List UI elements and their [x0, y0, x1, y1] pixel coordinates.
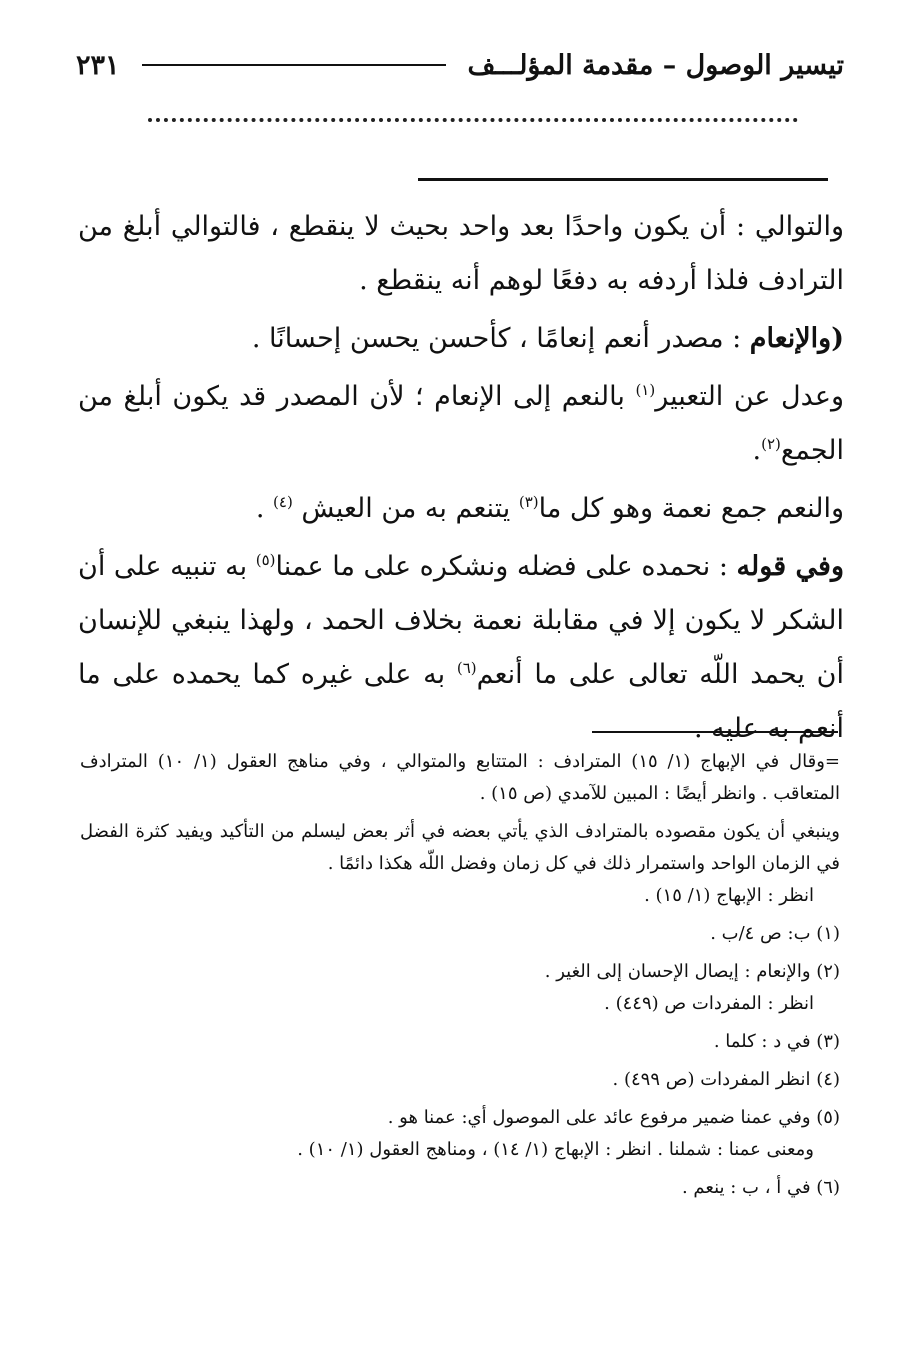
footnote-5-reference: ومعنى عمنا : شملنا . انظر : الإبهاج (١/ ١٤) ، ومناهج العقول (١/ ١٠) . [297, 1139, 814, 1160]
footnote-ref-5[interactable]: (٥) [255, 551, 276, 569]
footnote-2-reference: انظر : المفردات ص (٤٤٩) . [604, 993, 814, 1014]
footnote-continuation: وينبغي أن يكون مقصوده بالمترادف الذي يأتي بعضه في أثر بعض ليسلم من التأكيد ويفيد كثرة الفضل في الزمان الواحد واستمرار ذلك في كل زمان وفضل اللّه هكذا دائمًا . [80, 821, 840, 874]
footnote-2: (٢) والإنعام : إيصال الإحسان إلى الغير . [544, 961, 840, 982]
footnote-5: (٥) وفي عمنا ضمير مرفوع عائد على الموصول أي: عمنا هو . [387, 1107, 840, 1128]
paragraph-niam [78, 482, 844, 536]
footnote-ref-2[interactable]: (٢) [761, 435, 781, 453]
paragraph-text: . [255, 493, 274, 524]
running-header [76, 40, 844, 90]
footnote-continuation: انظر : الإبهاج (١/ ١٥) . [644, 885, 814, 906]
footnote-ref-6[interactable]: (٦) [456, 659, 477, 677]
paragraph-text: والنعم جمع نعمة وهو كل ما [538, 493, 844, 524]
section-divider [418, 178, 828, 181]
page-number: ٢٣١ [76, 49, 120, 81]
footnote-ref-3[interactable]: (٣) [518, 493, 539, 511]
header-title: تيسير الوصول – مقدمة المؤلـــف [467, 49, 844, 81]
main-text [78, 200, 844, 756]
footnote-separator [592, 731, 838, 733]
paragraph-term: وفي قوله [736, 551, 844, 582]
footnote-4: (٤) انظر المفردات (ص ٤٩٩) . [612, 1069, 840, 1090]
paragraph-qawlihi [78, 540, 844, 756]
footnote-3: (٣) في د : كلما . [713, 1031, 840, 1052]
paragraph-text: وعدل عن التعبير [655, 381, 844, 412]
paragraph-text: والتوالي : أن يكون واحدًا بعد واحد بحيث لا ينقطع ، فالتوالي أبلغ من الترادف فلذا أردفه به دفعًا لوهم أنه ينقطع . [78, 211, 844, 296]
footnote-continuation: =وقال في الإبهاج (١/ ١٥) المترادف : المتتابع والمتوالي ، وفي مناهج العقول (١/ ١٠) المترادف المتعاقب . وانظر أيضًا : المبين للآمدي (ص ١٥) . [80, 751, 840, 804]
paragraph-text: . [752, 435, 762, 466]
footnote-ref-4[interactable]: (٤) [273, 493, 293, 511]
footnote-6: (٦) في أ ، ب : ينعم . [681, 1177, 840, 1198]
footnotes [80, 746, 840, 1204]
paragraph-text: به على غيره كما يحمده على ما أنعم به عليه . [78, 659, 844, 744]
paragraph-text: به تنبيه على أن الشكر لا يكون إلا في مقابلة نعمة بخلاف الحمد ، ولهذا ينبغي للإنسان أن يحمد اللّه تعالى على ما أنعم [78, 551, 844, 690]
paragraph-tawali [78, 200, 844, 308]
header-rule [142, 64, 446, 66]
paragraph-text: يتنعم به من العيش [292, 493, 519, 524]
paragraph-text: : نحمده على فضله ونشكره على ما عمنا [275, 551, 737, 582]
footnote-1: (١) ب: ص ٤/ب . [710, 923, 840, 944]
omission-dots [148, 118, 798, 122]
paragraph-term: (والإنعام [749, 323, 844, 354]
paragraph-taabir [78, 370, 844, 478]
paragraph-text: بالنعم إلى الإنعام ؛ لأن المصدر قد يكون أبلغ من الجمع [78, 381, 844, 466]
paragraph-inaam [78, 312, 844, 366]
footnote-ref-1[interactable]: (١) [635, 381, 656, 399]
paragraph-text: : مصدر أنعم إنعامًا ، كأحسن يحسن إحسانًا . [251, 323, 750, 354]
